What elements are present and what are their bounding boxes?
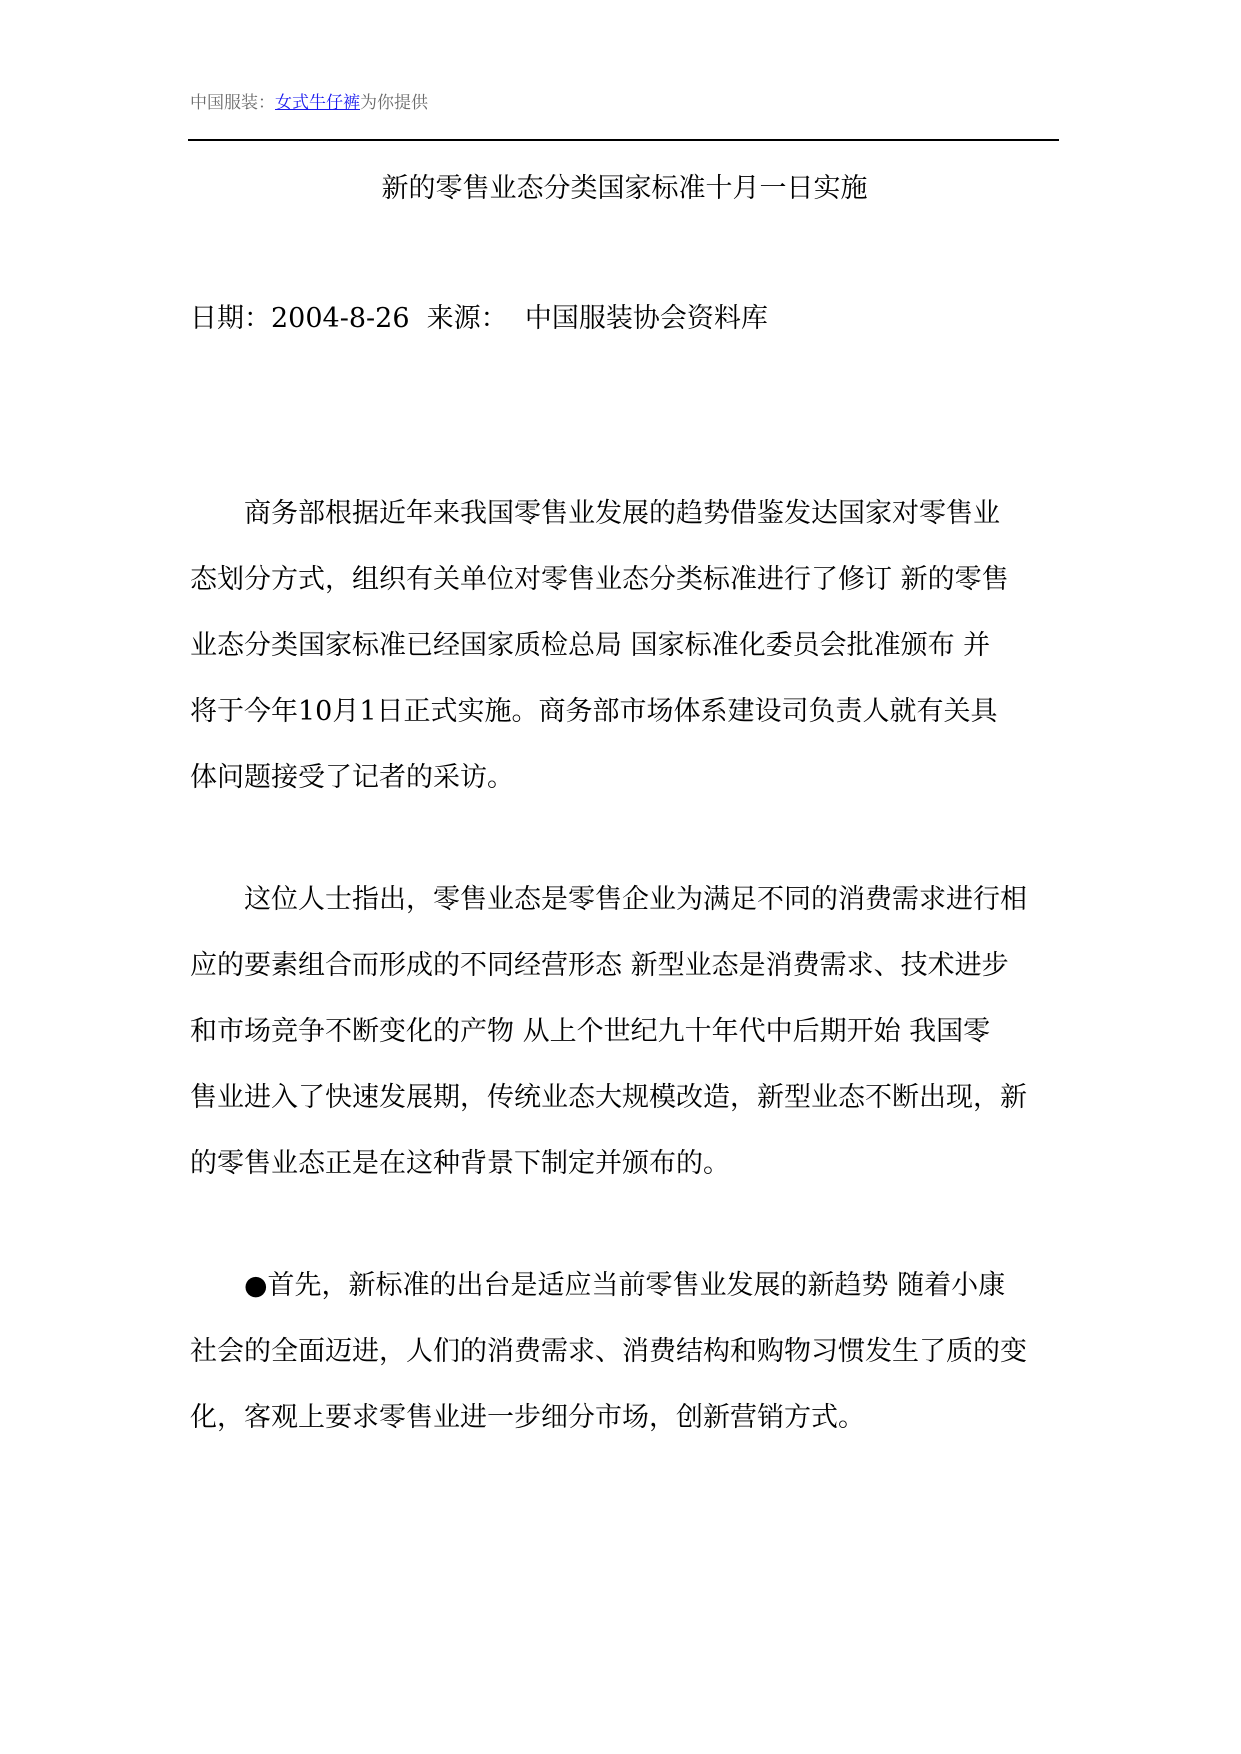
paragraph-line: 应的要素组合而形成的不同经营形态 新型业态是消费需求、技术进步: [190, 950, 1009, 981]
header-divider: [188, 139, 1059, 141]
paragraph-line: 化，客观上要求零售业进一步细分市场，创新营销方式。: [190, 1402, 865, 1433]
paragraph-line: 的零售业态正是在这种背景下制定并颁布的。: [190, 1148, 730, 1179]
page-header: [190, 88, 428, 113]
paragraph-line: 业态分类国家标准已经国家质检总局 国家标准化委员会批准颁布 并: [190, 630, 991, 661]
paragraph-3: [190, 1253, 1090, 1451]
paragraph-line: 社会的全面迈进，人们的消费需求、消费结构和购物习惯发生了质的变: [190, 1336, 1027, 1367]
paragraph-line: 态划分方式，组织有关单位对零售业态分类标准进行了修订 新的零售: [190, 564, 1009, 595]
paragraph-line: 商务部根据近年来我国零售业发展的趋势借鉴发达国家对零售业: [190, 498, 1000, 529]
article-meta: 日期：2004-8-26 来源： 中国服装协会资料库: [190, 303, 768, 334]
paragraph-line: ●首先，新标准的出台是适应当前零售业发展的新趋势 随着小康: [190, 1270, 1006, 1301]
paragraph-line: 和市场竞争不断变化的产物 从上个世纪九十年代中后期开始 我国零: [190, 1016, 991, 1047]
header-prefix: 中国服装：: [190, 93, 275, 113]
header-link[interactable]: 女式牛仔裤: [275, 93, 360, 113]
paragraph-line: 售业进入了快速发展期，传统业态大规模改造，新型业态不断出现，新: [190, 1082, 1027, 1113]
paragraph-1: [190, 481, 1090, 811]
paragraph-line: 将于今年10月1日正式实施。商务部市场体系建设司负责人就有关具: [190, 696, 998, 727]
article-title: 新的零售业态分类国家标准十月一日实施: [381, 173, 868, 204]
paragraph-2: [190, 867, 1090, 1197]
paragraph-line: 体问题接受了记者的采访。: [190, 762, 514, 793]
header-suffix: 为你提供: [360, 93, 428, 113]
paragraph-line: 这位人士指出，零售业态是零售企业为满足不同的消费需求进行相: [190, 884, 1027, 915]
